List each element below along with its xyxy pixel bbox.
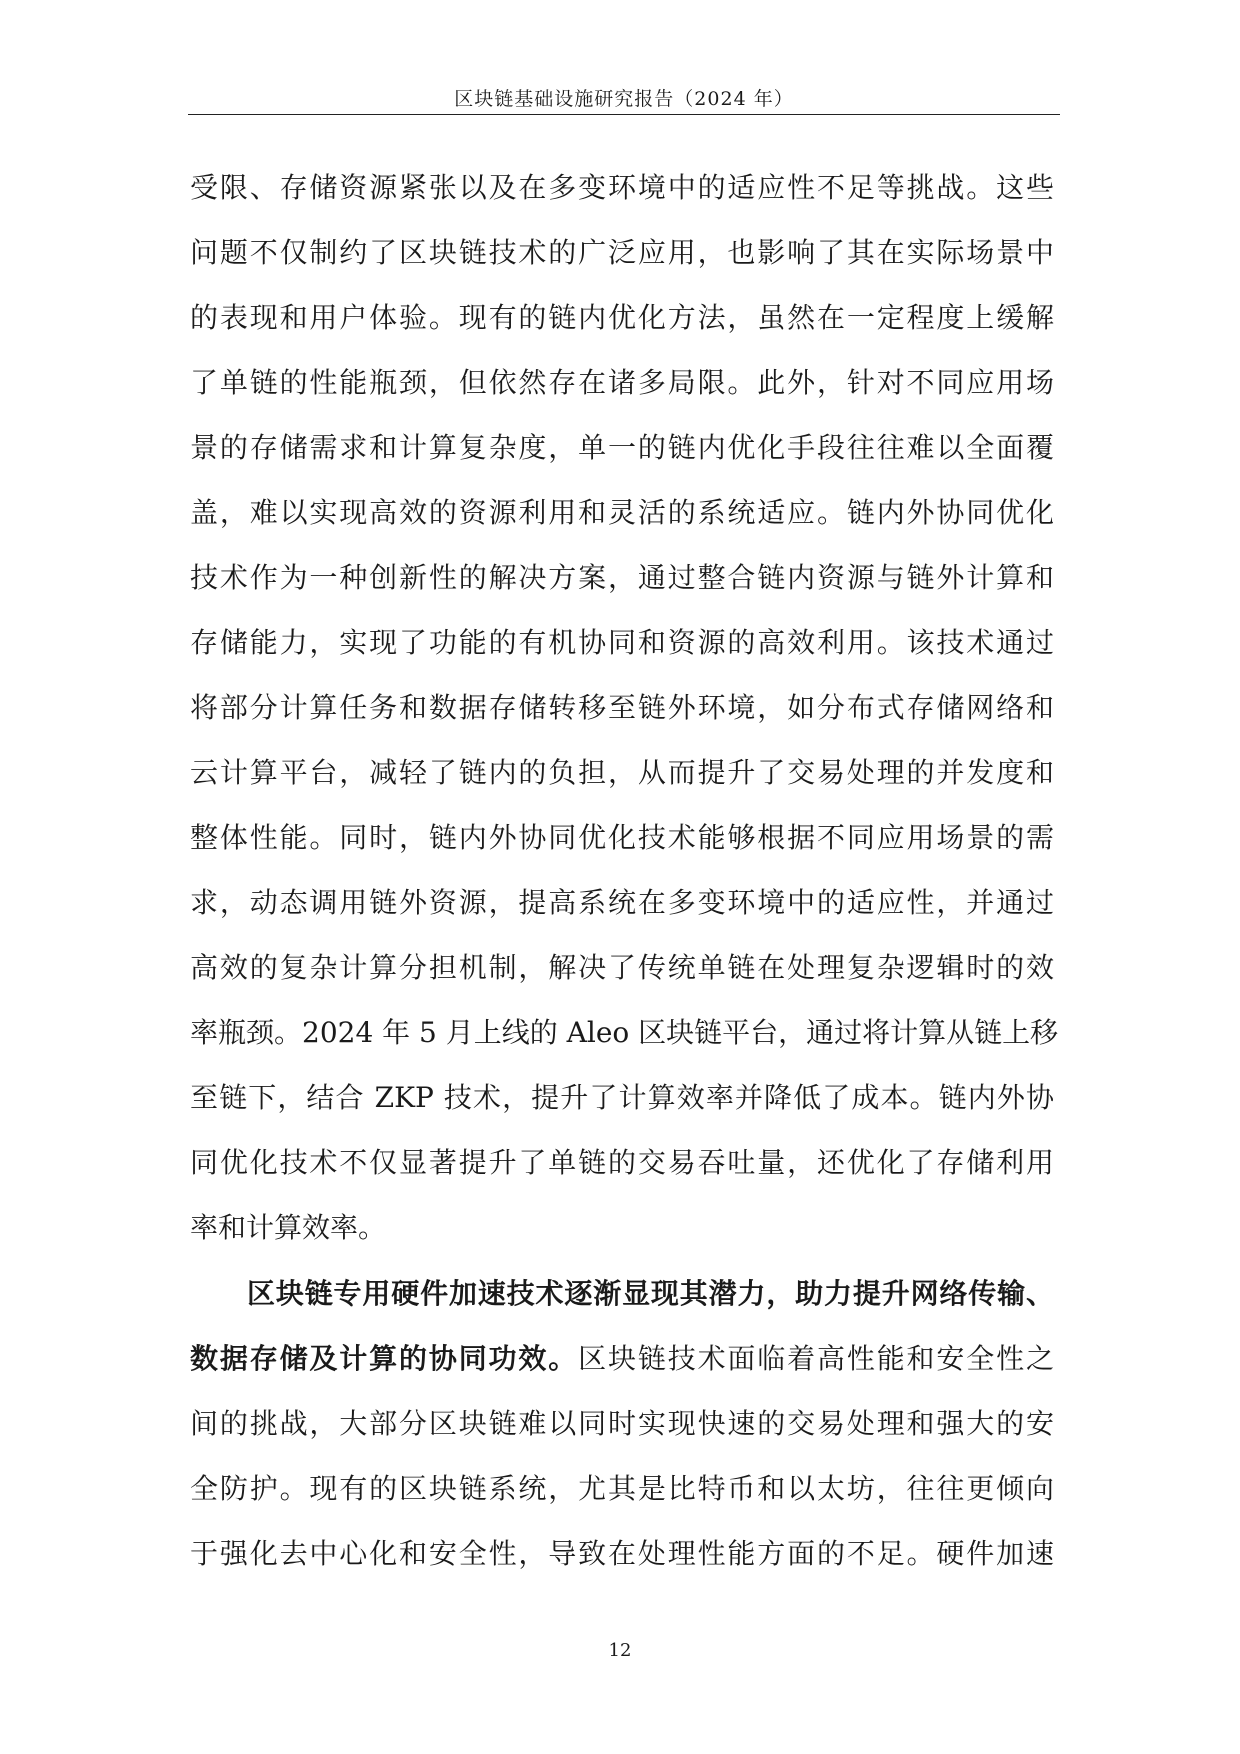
running-header: 区块链基础设施研究报告（2024 年） [454, 88, 794, 110]
text-line: 问题不仅制约了区块链技术的广泛应用，也影响了其在实际场景中 [190, 236, 1054, 269]
paragraph-2 [190, 1261, 1054, 1586]
text-line: 云计算平台，减轻了链内的负担，从而提升了交易处理的并发度和 [190, 756, 1054, 789]
text-line: 整体性能。同时，链内外协同优化技术能够根据不同应用场景的需 [190, 821, 1054, 854]
text-line: 求，动态调用链外资源，提高系统在多变环境中的适应性，并通过 [190, 886, 1054, 919]
body-text [190, 155, 1059, 1586]
header-divider [188, 114, 1060, 115]
text-line: 受限、存储资源紧张以及在多变环境中的适应性不足等挑战。这些 [190, 171, 1054, 204]
bold-lead-sentence: 区块链专用硬件加速技术逐渐显现其潜力，助力提升网络传输、 [247, 1277, 1054, 1310]
text-line: 的表现和用户体验。现有的链内优化方法，虽然在一定程度上缓解 [190, 301, 1054, 334]
text-line: 全防护。现有的区块链系统，尤其是比特币和以太坊，往往更倾向 [190, 1472, 1054, 1505]
text-line: 盖，难以实现高效的资源利用和灵活的系统适应。链内外协同优化 [190, 496, 1054, 529]
text-line: 率瓶颈。2024 年 5 月上线的 Aleo 区块链平台，通过将计算从链上移 [190, 1016, 1059, 1049]
text-line [190, 1326, 1054, 1391]
text-line: 同优化技术不仅显著提升了单链的交易吞吐量，还优化了存储利用 [190, 1146, 1054, 1179]
bold-lead-sentence-end: 数据存储及计算的协同功效。 [190, 1342, 579, 1375]
text-line: 将部分计算任务和数据存储转移至链外环境，如分布式存储网络和 [190, 691, 1054, 724]
text-line: 高效的复杂计算分担机制，解决了传统单链在处理复杂逻辑时的效 [190, 951, 1054, 984]
page-number: 12 [608, 1640, 632, 1661]
text-line: 于强化去中心化和安全性，导致在处理性能方面的不足。硬件加速 [190, 1537, 1054, 1570]
text-line: 了单链的性能瓶颈，但依然存在诸多局限。此外，针对不同应用场 [190, 366, 1054, 399]
text-line: 景的存储需求和计算复杂度，单一的链内优化手段往往难以全面覆 [190, 431, 1054, 464]
paragraph-1 [190, 155, 1059, 1260]
text-line: 技术作为一种创新性的解决方案，通过整合链内资源与链外计算和 [190, 561, 1054, 594]
text-line: 至链下，结合 ZKP 技术，提升了计算效率并降低了成本。链内外协 [190, 1081, 1054, 1114]
text-line: 率和计算效率。 [190, 1211, 387, 1244]
text-line: 间的挑战，大部分区块链难以同时实现快速的交易处理和强大的安 [190, 1407, 1054, 1440]
text-run: 区块链技术面临着高性能和安全性之 [578, 1342, 1054, 1375]
text-line: 存储能力，实现了功能的有机协同和资源的高效利用。该技术通过 [190, 626, 1054, 659]
